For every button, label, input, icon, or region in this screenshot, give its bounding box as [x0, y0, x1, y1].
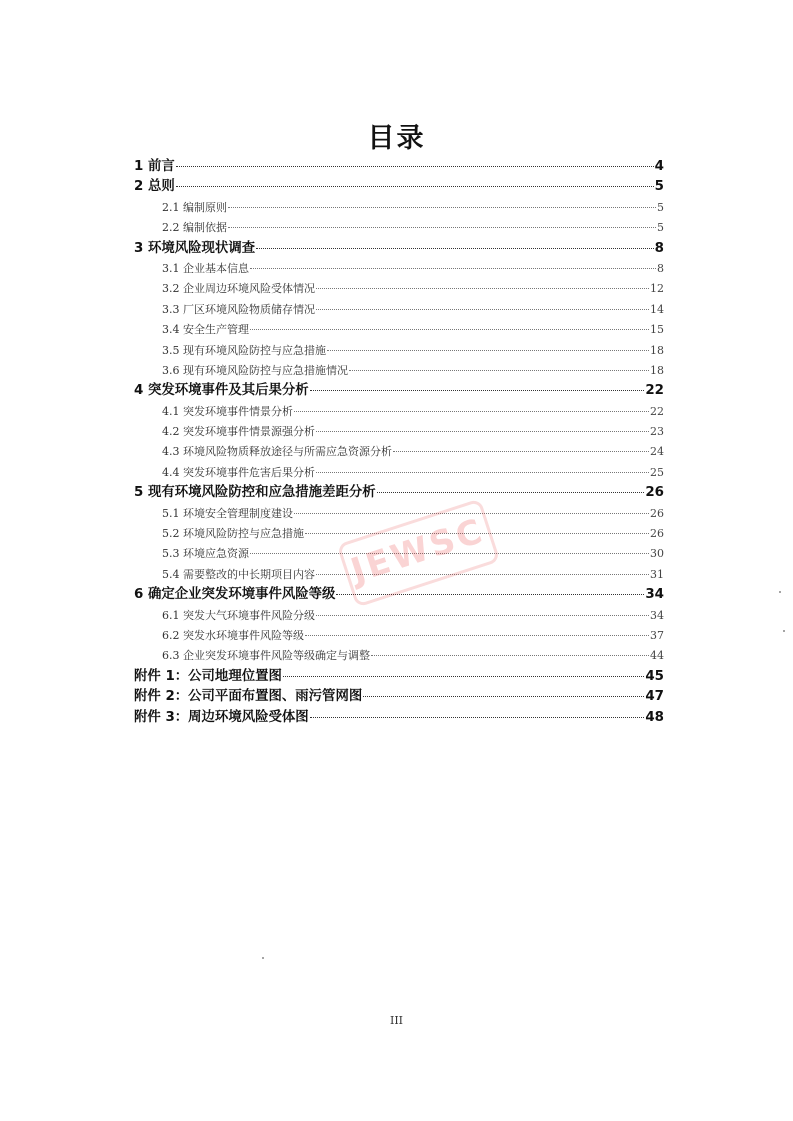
toc-page-number: 26: [645, 485, 664, 501]
toc-entry-title: 2 总则: [134, 179, 175, 195]
page-title: 目录: [367, 123, 426, 154]
toc-dot-leader: [256, 248, 654, 249]
toc-page-number: 5: [657, 200, 664, 214]
toc-dot-leader: [316, 431, 649, 432]
toc-dot-leader: [176, 166, 654, 167]
toc-entry-title: 5.3 环境应急资源: [162, 547, 249, 561]
toc-dot-leader: [363, 696, 644, 697]
toc-dot-leader: [310, 390, 645, 391]
toc-entry-title: 3.5 现有环境风险防控与应急措施: [162, 343, 326, 357]
toc-dot-leader: [377, 492, 645, 493]
toc-entry-title: 6.1 突发大气环境事件风险分级: [162, 608, 315, 622]
toc-section-entry[interactable]: [134, 198, 664, 218]
toc-chapter-entry[interactable]: [134, 708, 664, 728]
toc-entry-title: 4.1 突发环境事件情景分析: [162, 404, 293, 418]
toc-entry-title: 1 前言: [134, 159, 175, 174]
toc-page-number: 25: [650, 465, 664, 479]
toc-entry-title: 附件 1：公司地理位置图: [134, 668, 282, 684]
toc-page-number: 37: [650, 628, 664, 642]
toc-entry-title: 3.4 安全生产管理: [162, 323, 249, 337]
toc-dot-leader: [228, 207, 656, 208]
toc-page-number: 22: [650, 404, 664, 418]
toc-page-number: 26: [650, 506, 664, 520]
toc-entry-title: 5 现有环境风险防控和应急措施差距分析: [134, 485, 376, 501]
toc-entry-title: 5.1 环境安全管理制度建设: [162, 506, 293, 520]
toc-dot-leader: [250, 329, 649, 330]
toc-section-entry[interactable]: [134, 279, 664, 299]
toc-page-number: 8: [654, 240, 664, 256]
toc-page-number: 18: [650, 343, 664, 357]
toc-section-entry[interactable]: [134, 442, 664, 462]
scan-edge-mark: [770, 585, 780, 645]
toc-page-number: 45: [645, 668, 664, 684]
toc-entry-title: 3.1 企业基本信息: [162, 261, 249, 275]
toc-dot-leader: [310, 717, 645, 718]
toc-page-number: 30: [650, 547, 664, 561]
toc-section-entry[interactable]: [134, 422, 664, 442]
toc-entry-title: 4 突发环境事件及其后果分析: [134, 383, 309, 399]
toc-entry-title: 4.3 环境风险物质释放途径与所需应急资源分析: [162, 445, 392, 459]
page-number: III: [389, 1014, 404, 1027]
toc-section-entry[interactable]: [134, 361, 664, 381]
toc-entry-title: 附件 3：周边环境风险受体图: [134, 709, 309, 725]
toc-chapter-entry[interactable]: [134, 239, 664, 259]
toc-dot-leader: [250, 268, 656, 269]
toc-dot-leader: [305, 635, 649, 636]
toc-page-number: 5: [654, 179, 664, 195]
toc-page-number: 31: [650, 567, 664, 581]
toc-chapter-entry[interactable]: [134, 177, 664, 197]
toc-dot-leader: [316, 309, 649, 310]
toc-page-number: 26: [650, 527, 664, 541]
toc-chapter-entry[interactable]: [134, 157, 664, 177]
toc-chapter-entry[interactable]: [134, 687, 664, 707]
toc-dot-leader: [371, 655, 649, 656]
scan-speck: [262, 957, 264, 959]
toc-entry-title: 6.2 突发水环境事件风险等级: [162, 628, 304, 642]
toc-entry-title: 2.2 编制依据: [162, 221, 227, 235]
toc-section-entry[interactable]: [134, 504, 664, 524]
toc-page-number: 22: [645, 383, 664, 399]
toc-section-entry[interactable]: [134, 463, 664, 483]
toc-page-number: 23: [650, 425, 664, 439]
toc-dot-leader: [316, 288, 649, 289]
toc-page-number: 12: [650, 282, 664, 296]
toc-entry-title: 6.3 企业突发环境事件风险等级确定与调整: [162, 649, 370, 663]
toc-entry-title: 5.2 环境风险防控与应急措施: [162, 527, 304, 541]
toc-section-entry[interactable]: [134, 626, 664, 646]
toc-section-entry[interactable]: [134, 402, 664, 422]
toc-dot-leader: [393, 451, 649, 452]
toc-page-number: 24: [650, 445, 664, 459]
scan-speck: [783, 630, 785, 632]
toc-entry-title: 附件 2：公司平面布置图、雨污管网图: [134, 689, 363, 705]
toc-page-number: 48: [645, 709, 664, 725]
toc-dot-leader: [316, 472, 649, 473]
toc-dot-leader: [283, 676, 644, 677]
toc-page-number: 14: [650, 302, 664, 316]
toc-page-number: 5: [657, 221, 664, 235]
watermark-stamp: JEWSC: [336, 498, 500, 607]
toc-entry-title: 4.2 突发环境事件情景源强分析: [162, 425, 315, 439]
toc-chapter-entry[interactable]: [134, 381, 664, 401]
table-of-contents: [134, 157, 664, 728]
toc-dot-leader: [294, 411, 649, 412]
toc-entry-title: 3 环境风险现状调查: [134, 240, 256, 256]
toc-page-number: 4: [654, 159, 664, 174]
toc-dot-leader: [316, 615, 649, 616]
toc-entry-title: 3.6 现有环境风险防控与应急措施情况: [162, 363, 348, 377]
toc-section-entry[interactable]: [134, 218, 664, 238]
toc-entry-title: 3.2 企业周边环境风险受体情况: [162, 282, 315, 296]
toc-chapter-entry[interactable]: [134, 483, 664, 503]
toc-page-number: 34: [645, 587, 664, 603]
toc-section-entry[interactable]: [134, 320, 664, 340]
toc-page-number: 47: [645, 689, 664, 705]
toc-section-entry[interactable]: [134, 606, 664, 626]
toc-page-number: 34: [650, 608, 664, 622]
toc-entry-title: 6 确定企业突发环境事件风险等级: [134, 587, 336, 603]
toc-entry-title: 5.4 需要整改的中长期项目内容: [162, 567, 315, 581]
toc-dot-leader: [327, 350, 649, 351]
scan-speck: [779, 591, 781, 593]
toc-entry-title: 2.1 编制原则: [162, 200, 227, 214]
toc-section-entry[interactable]: [134, 341, 664, 361]
toc-chapter-entry[interactable]: [134, 667, 664, 687]
toc-page-number: 18: [650, 363, 664, 377]
toc-dot-leader: [228, 227, 656, 228]
toc-page-number: 44: [650, 649, 664, 663]
toc-section-entry[interactable]: [134, 259, 664, 279]
toc-dot-leader: [349, 370, 649, 371]
toc-entry-title: 3.3 厂区环境风险物质储存情况: [162, 302, 315, 316]
toc-section-entry[interactable]: [134, 646, 664, 666]
toc-dot-leader: [176, 186, 654, 187]
toc-entry-title: 4.4 突发环境事件危害后果分析: [162, 465, 315, 479]
toc-page-number: 8: [657, 261, 664, 275]
toc-section-entry[interactable]: [134, 300, 664, 320]
toc-page-number: 15: [650, 323, 664, 337]
